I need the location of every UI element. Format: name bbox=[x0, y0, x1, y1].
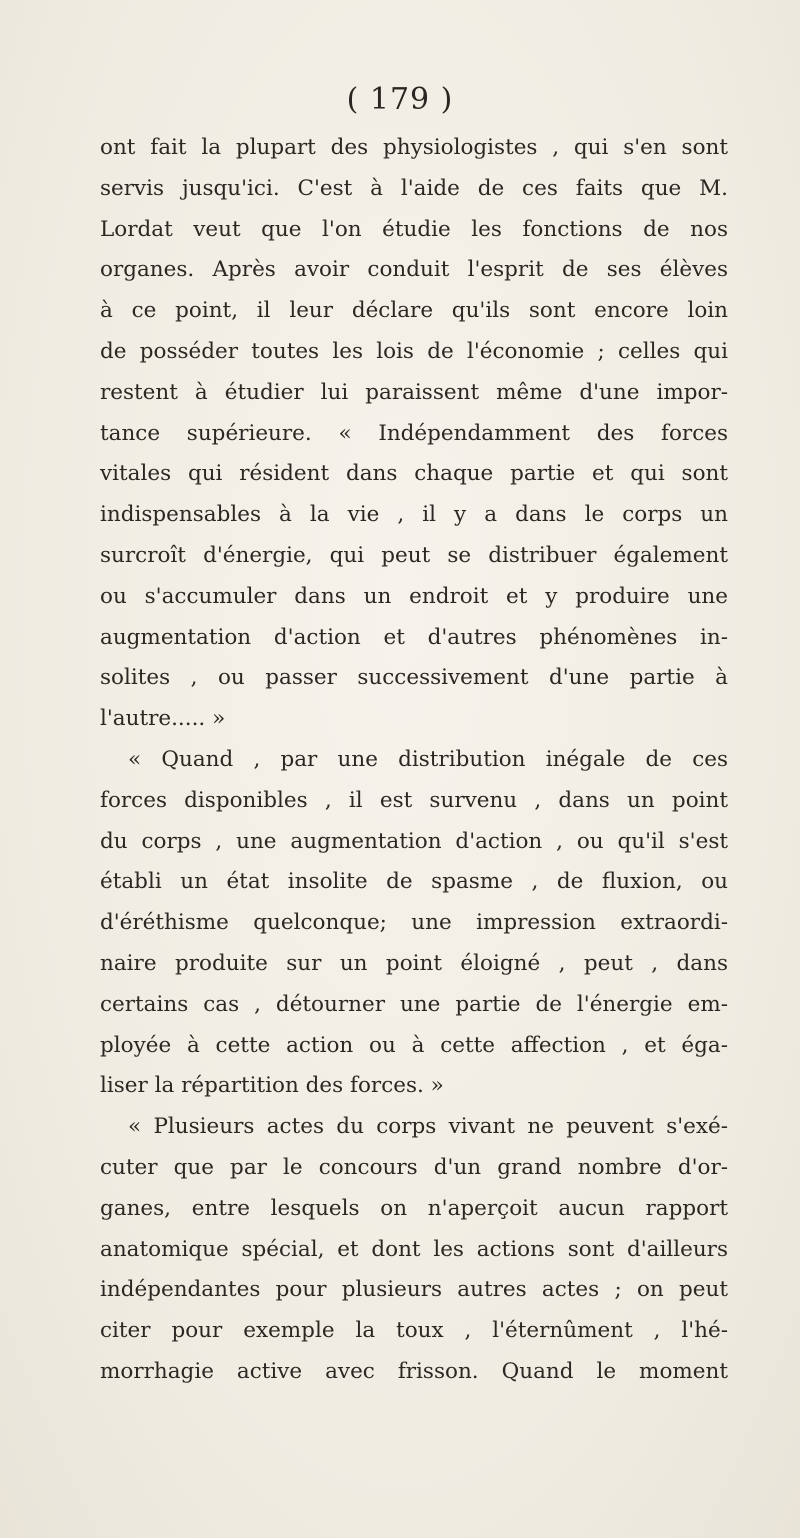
text-line: morrhagie active avec frisson. Quand le moment bbox=[100, 1358, 728, 1384]
text-line: liser la répartition des forces. » bbox=[100, 1073, 444, 1099]
text-line: solites , ou passer successivement d'une partie à bbox=[100, 665, 728, 691]
text-line: indépendantes pour plusieurs autres actes ; on peut bbox=[100, 1277, 728, 1303]
text-line: « Quand , par une distribution inégale de ces bbox=[128, 746, 728, 772]
text-line: vitales qui résident dans chaque partie et qui sont bbox=[100, 461, 728, 487]
page-number-header: ( 179 ) bbox=[346, 82, 454, 117]
text-line: ont fait la plupart des physiologistes , qui s'en sont bbox=[100, 135, 728, 160]
text-line: « Plusieurs actes du corps vivant ne peuvent s'exé- bbox=[128, 1114, 728, 1140]
text-line: naire produite sur un point éloigné , peut , dans bbox=[100, 950, 728, 976]
text-line: à ce point, il leur déclare qu'ils sont encore loin bbox=[100, 298, 728, 324]
text-line: surcroît d'énergie, qui peut se distribuer également bbox=[100, 542, 728, 568]
text-line: de posséder toutes les lois de l'économie ; celles qui bbox=[100, 338, 728, 364]
text-line: ou s'accumuler dans un endroit et y produire une bbox=[100, 583, 728, 609]
text-line: certains cas , détourner une partie de l'énergie em- bbox=[100, 991, 728, 1017]
text-line: l'autre..... » bbox=[100, 706, 226, 732]
text-line: citer pour exemple la toux , l'éternûment , l'hé- bbox=[100, 1318, 728, 1344]
text-line: ployée à cette action ou à cette affection , et éga- bbox=[100, 1032, 728, 1058]
text-line: d'éréthisme quelconque; une impression extraordi- bbox=[100, 910, 728, 936]
text-line: anatomique spécial, et dont les actions sont d'ailleurs bbox=[100, 1236, 728, 1262]
text-line: servis jusqu'ici. C'est à l'aide de ces faits que M. bbox=[100, 175, 728, 201]
text-line: tance supérieure. « Indépendamment des forces bbox=[100, 420, 728, 446]
text-line: cuter que par le concours d'un grand nombre d'or- bbox=[100, 1154, 728, 1180]
text-line: du corps , une augmentation d'action , ou qu'il s'est bbox=[100, 828, 728, 854]
text-line: établi un état insolite de spasme , de fluxion, ou bbox=[100, 869, 728, 895]
text-line: ganes, entre lesquels on n'aperçoit aucun rapport bbox=[100, 1195, 728, 1221]
text-line: forces disponibles , il est survenu , dans un point bbox=[100, 787, 728, 813]
text-line: indispensables à la vie , il y a dans le corps un bbox=[100, 502, 728, 528]
body-text bbox=[100, 128, 728, 1393]
text-line: Lordat veut que l'on étudie les fonctions de nos bbox=[100, 216, 728, 242]
text-line: restent à étudier lui paraissent même d'une impor- bbox=[100, 379, 728, 405]
text-line: augmentation d'action et d'autres phénomènes in- bbox=[100, 624, 728, 650]
text-line: organes. Après avoir conduit l'esprit de ses élèves bbox=[100, 257, 728, 283]
